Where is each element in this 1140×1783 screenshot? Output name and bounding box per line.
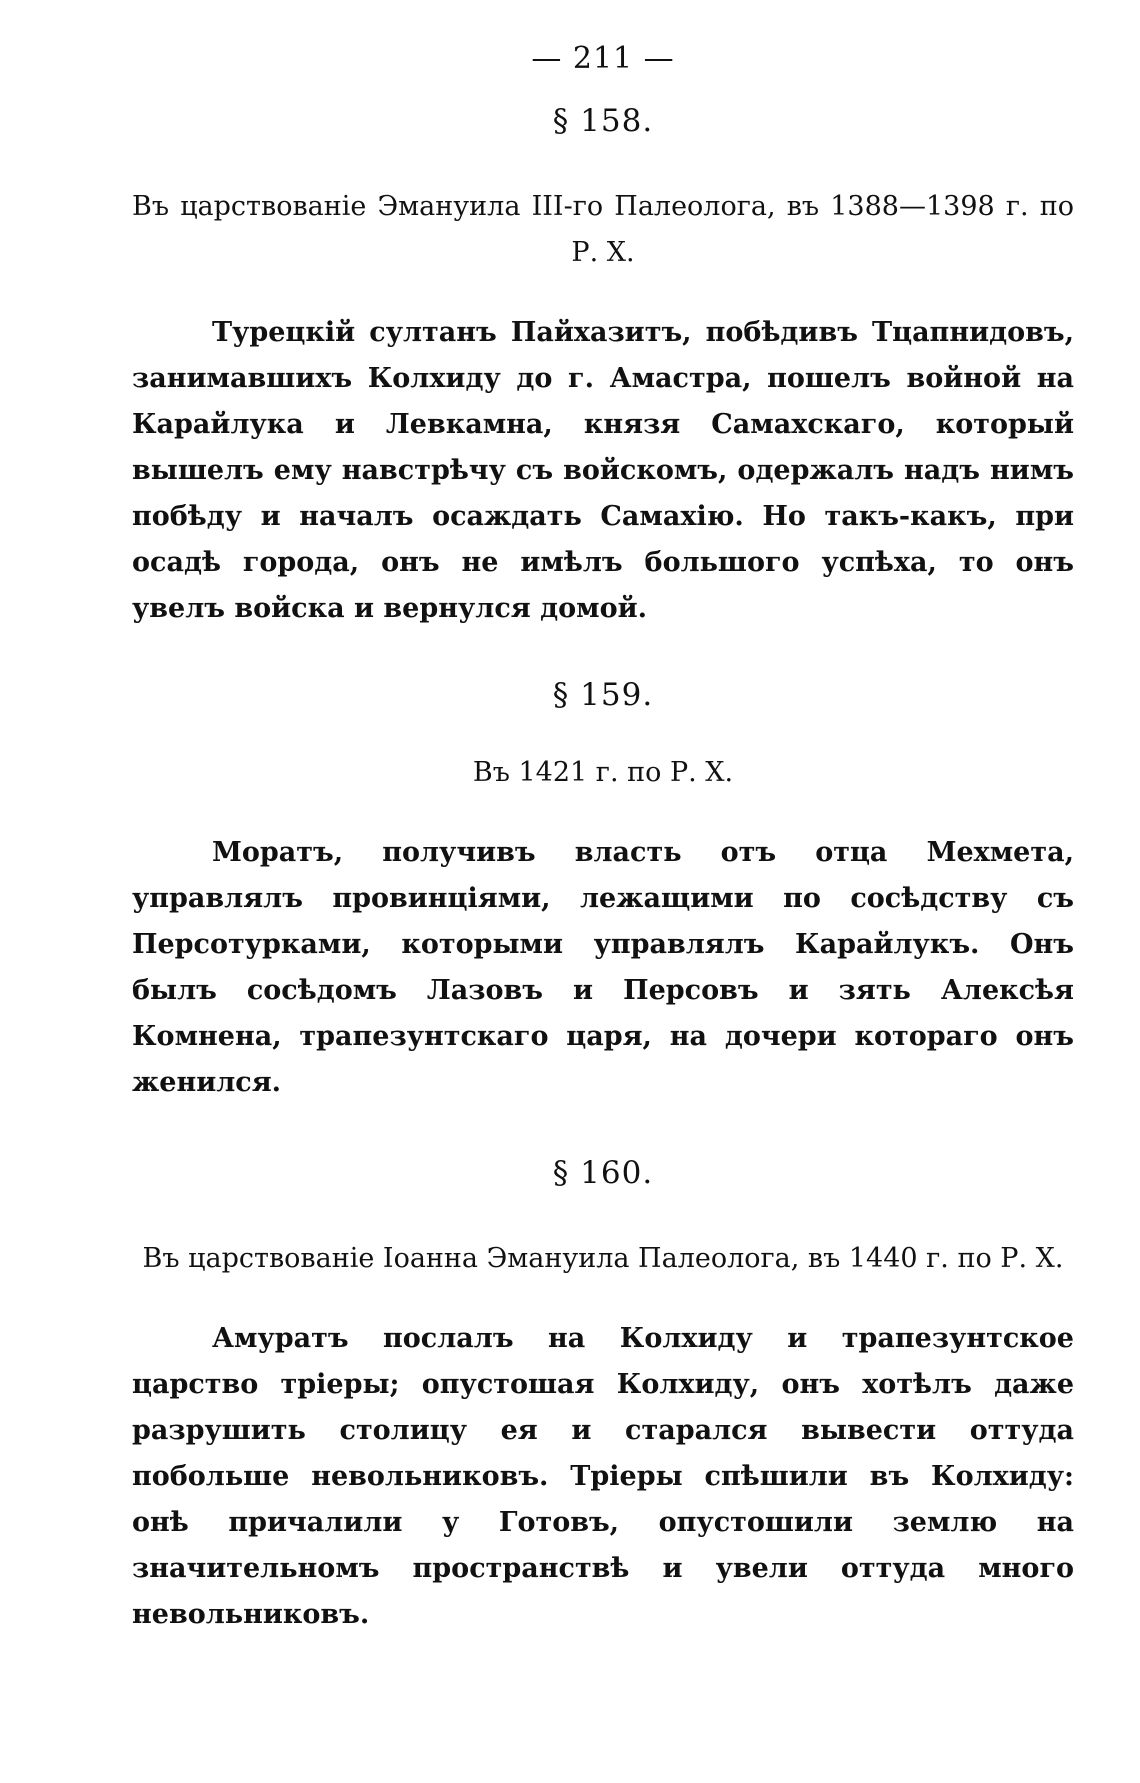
- section-158-paragraph: Турецкій султанъ Пайхазитъ, побѣдивъ Тцапнидовъ, занимавшихъ Колхиду до г. Амастра, пошелъ войной на Карайлука и Левкамна, князя Самахскаго, который вышелъ ему навстрѣчу съ войскомъ, одержалъ надъ нимъ побѣду и началъ осаждать Самахію. Но такъ-какъ, при осадѣ города, онъ не имѣлъ большого успѣха, то онъ увелъ войска и вернулся домой.: [132, 317, 1074, 624]
- section-159-heading: § 159.: [552, 677, 654, 713]
- section-160-heading: § 160.: [552, 1155, 654, 1191]
- document-page: [132, 28, 1074, 1638]
- section-160-title: Въ царствованіе Іоанна Эмануила Палеолога, въ 1440 г. по Р. Х.: [142, 1243, 1064, 1274]
- section-160-paragraph: Амуратъ послалъ на Колхиду и трапезунтское царство тріеры; опустошая Колхиду, онъ хотѣлъ даже разрушить столицу ея и старался вывести оттуда побольше невольниковъ. Тріеры спѣшили въ Колхиду: онѣ причалили у Готовъ, опустошили землю на значительномъ пространствѣ и увели оттуда много невольниковъ.: [132, 1323, 1074, 1630]
- page-number: — 211 —: [531, 41, 675, 76]
- section-159-title: Въ 1421 г. по Р. Х.: [472, 757, 734, 788]
- section-158-title: Въ царствованіе Эмануила III-го Палеолога, въ 1388—1398 г. по Р. Х.: [132, 191, 1074, 268]
- section-159-paragraph: Моратъ, получивъ власть отъ отца Мехмета, управлялъ провинціями, лежащими по сосѣдству съ Персотурками, которыми управлялъ Карайлукъ. Онъ былъ сосѣдомъ Лазовъ и Персовъ и зять Алексѣя Комнена, трапезунтскаго царя, на дочери котораго онъ женился.: [132, 837, 1074, 1098]
- section-158-heading: § 158.: [552, 103, 654, 139]
